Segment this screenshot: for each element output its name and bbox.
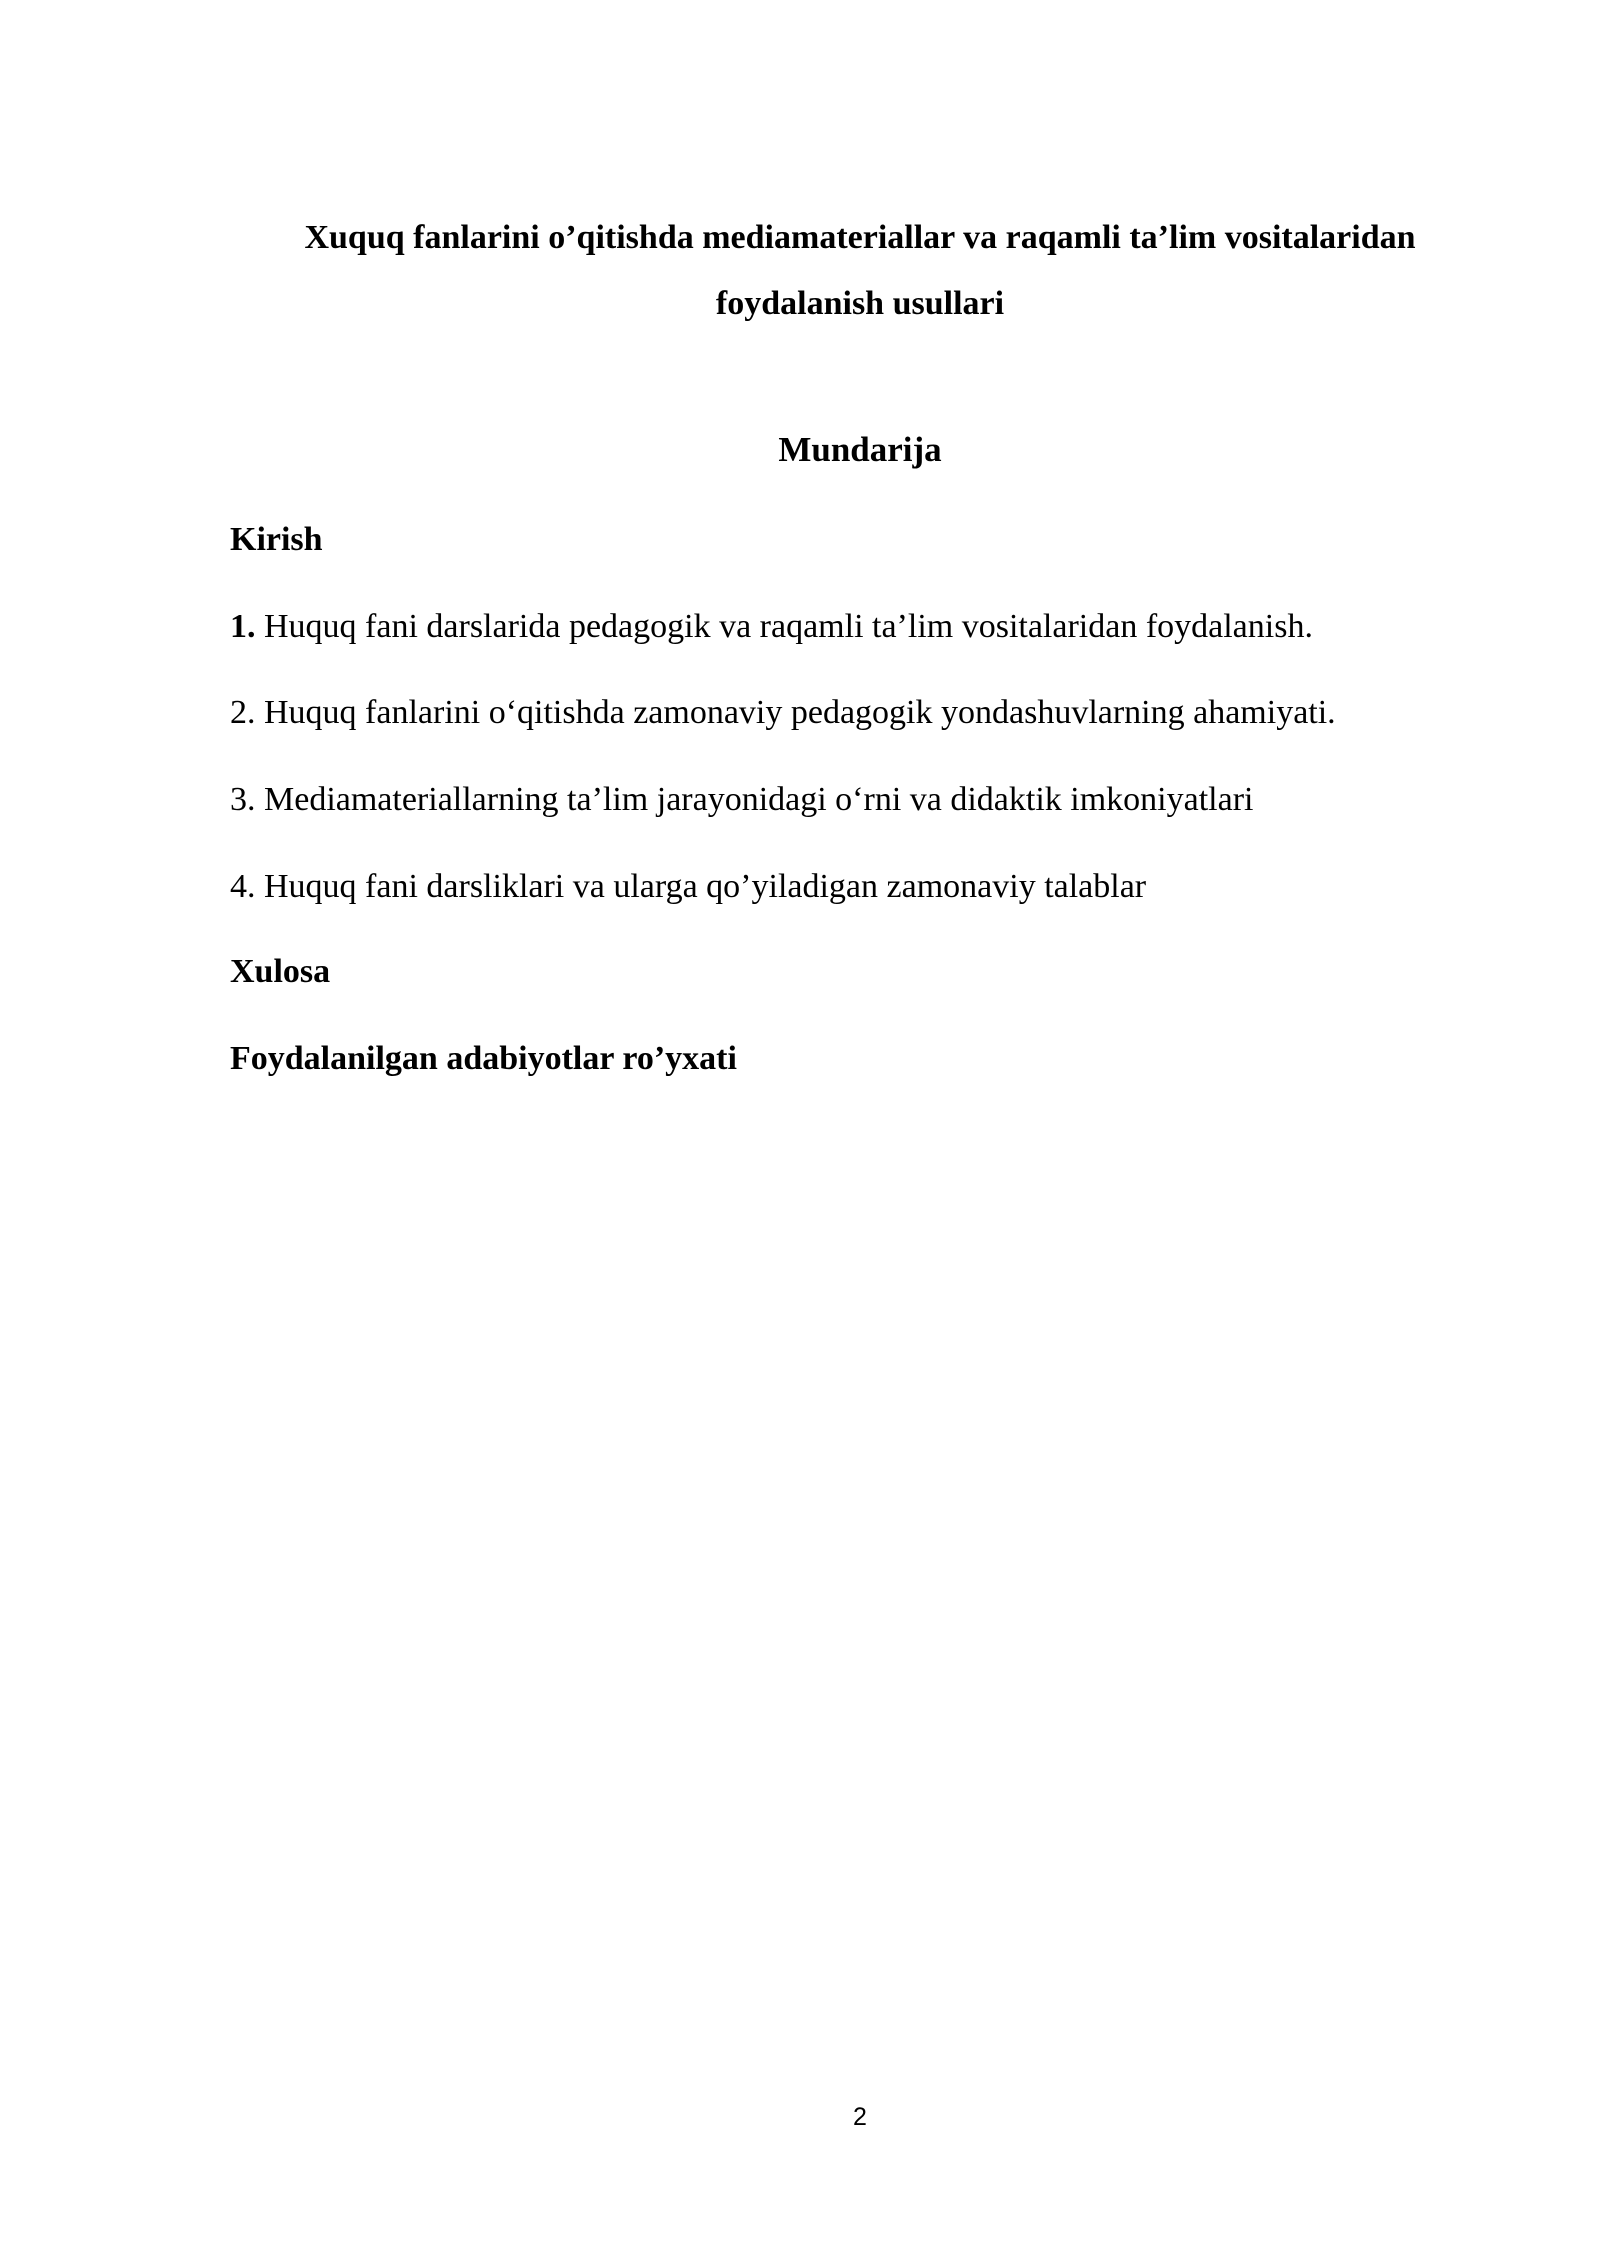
toc-item-conclusion: Xulosa [230, 953, 331, 990]
toc-item-references: Foydalanilgan adabiyotlar ro’yxati [230, 1040, 737, 1077]
toc-item-3: 3. Mediamateriallarning ta’lim jarayonidagi o‘rni va didaktik imkoniyatlari [230, 781, 1254, 818]
toc-item-intro: Kirish [230, 521, 323, 558]
document-title: Xuquq fanlarini o’qitishda mediamateriallar va raqamli ta’lim vositalaridan foydalanish usullari [304, 219, 1416, 322]
toc-item-1 [230, 605, 1530, 649]
toc-heading: Mundarija [778, 430, 942, 469]
page-number: 2 [853, 2103, 867, 2131]
toc-item-2: 2. Huquq fanlarini o‘qitishda zamonaviy pedagogik yondashuvlarning ahamiyati. [230, 694, 1336, 731]
toc-item-1-text: Huquq fani darslarida pedagogik va raqamli ta’lim vositalaridan foydalanish. [255, 608, 1313, 645]
toc-item-4: 4. Huquq fani darsliklari va ularga qo’yiladigan zamonaviy talablar [230, 868, 1147, 905]
toc-item-1-number: 1. [230, 608, 256, 645]
